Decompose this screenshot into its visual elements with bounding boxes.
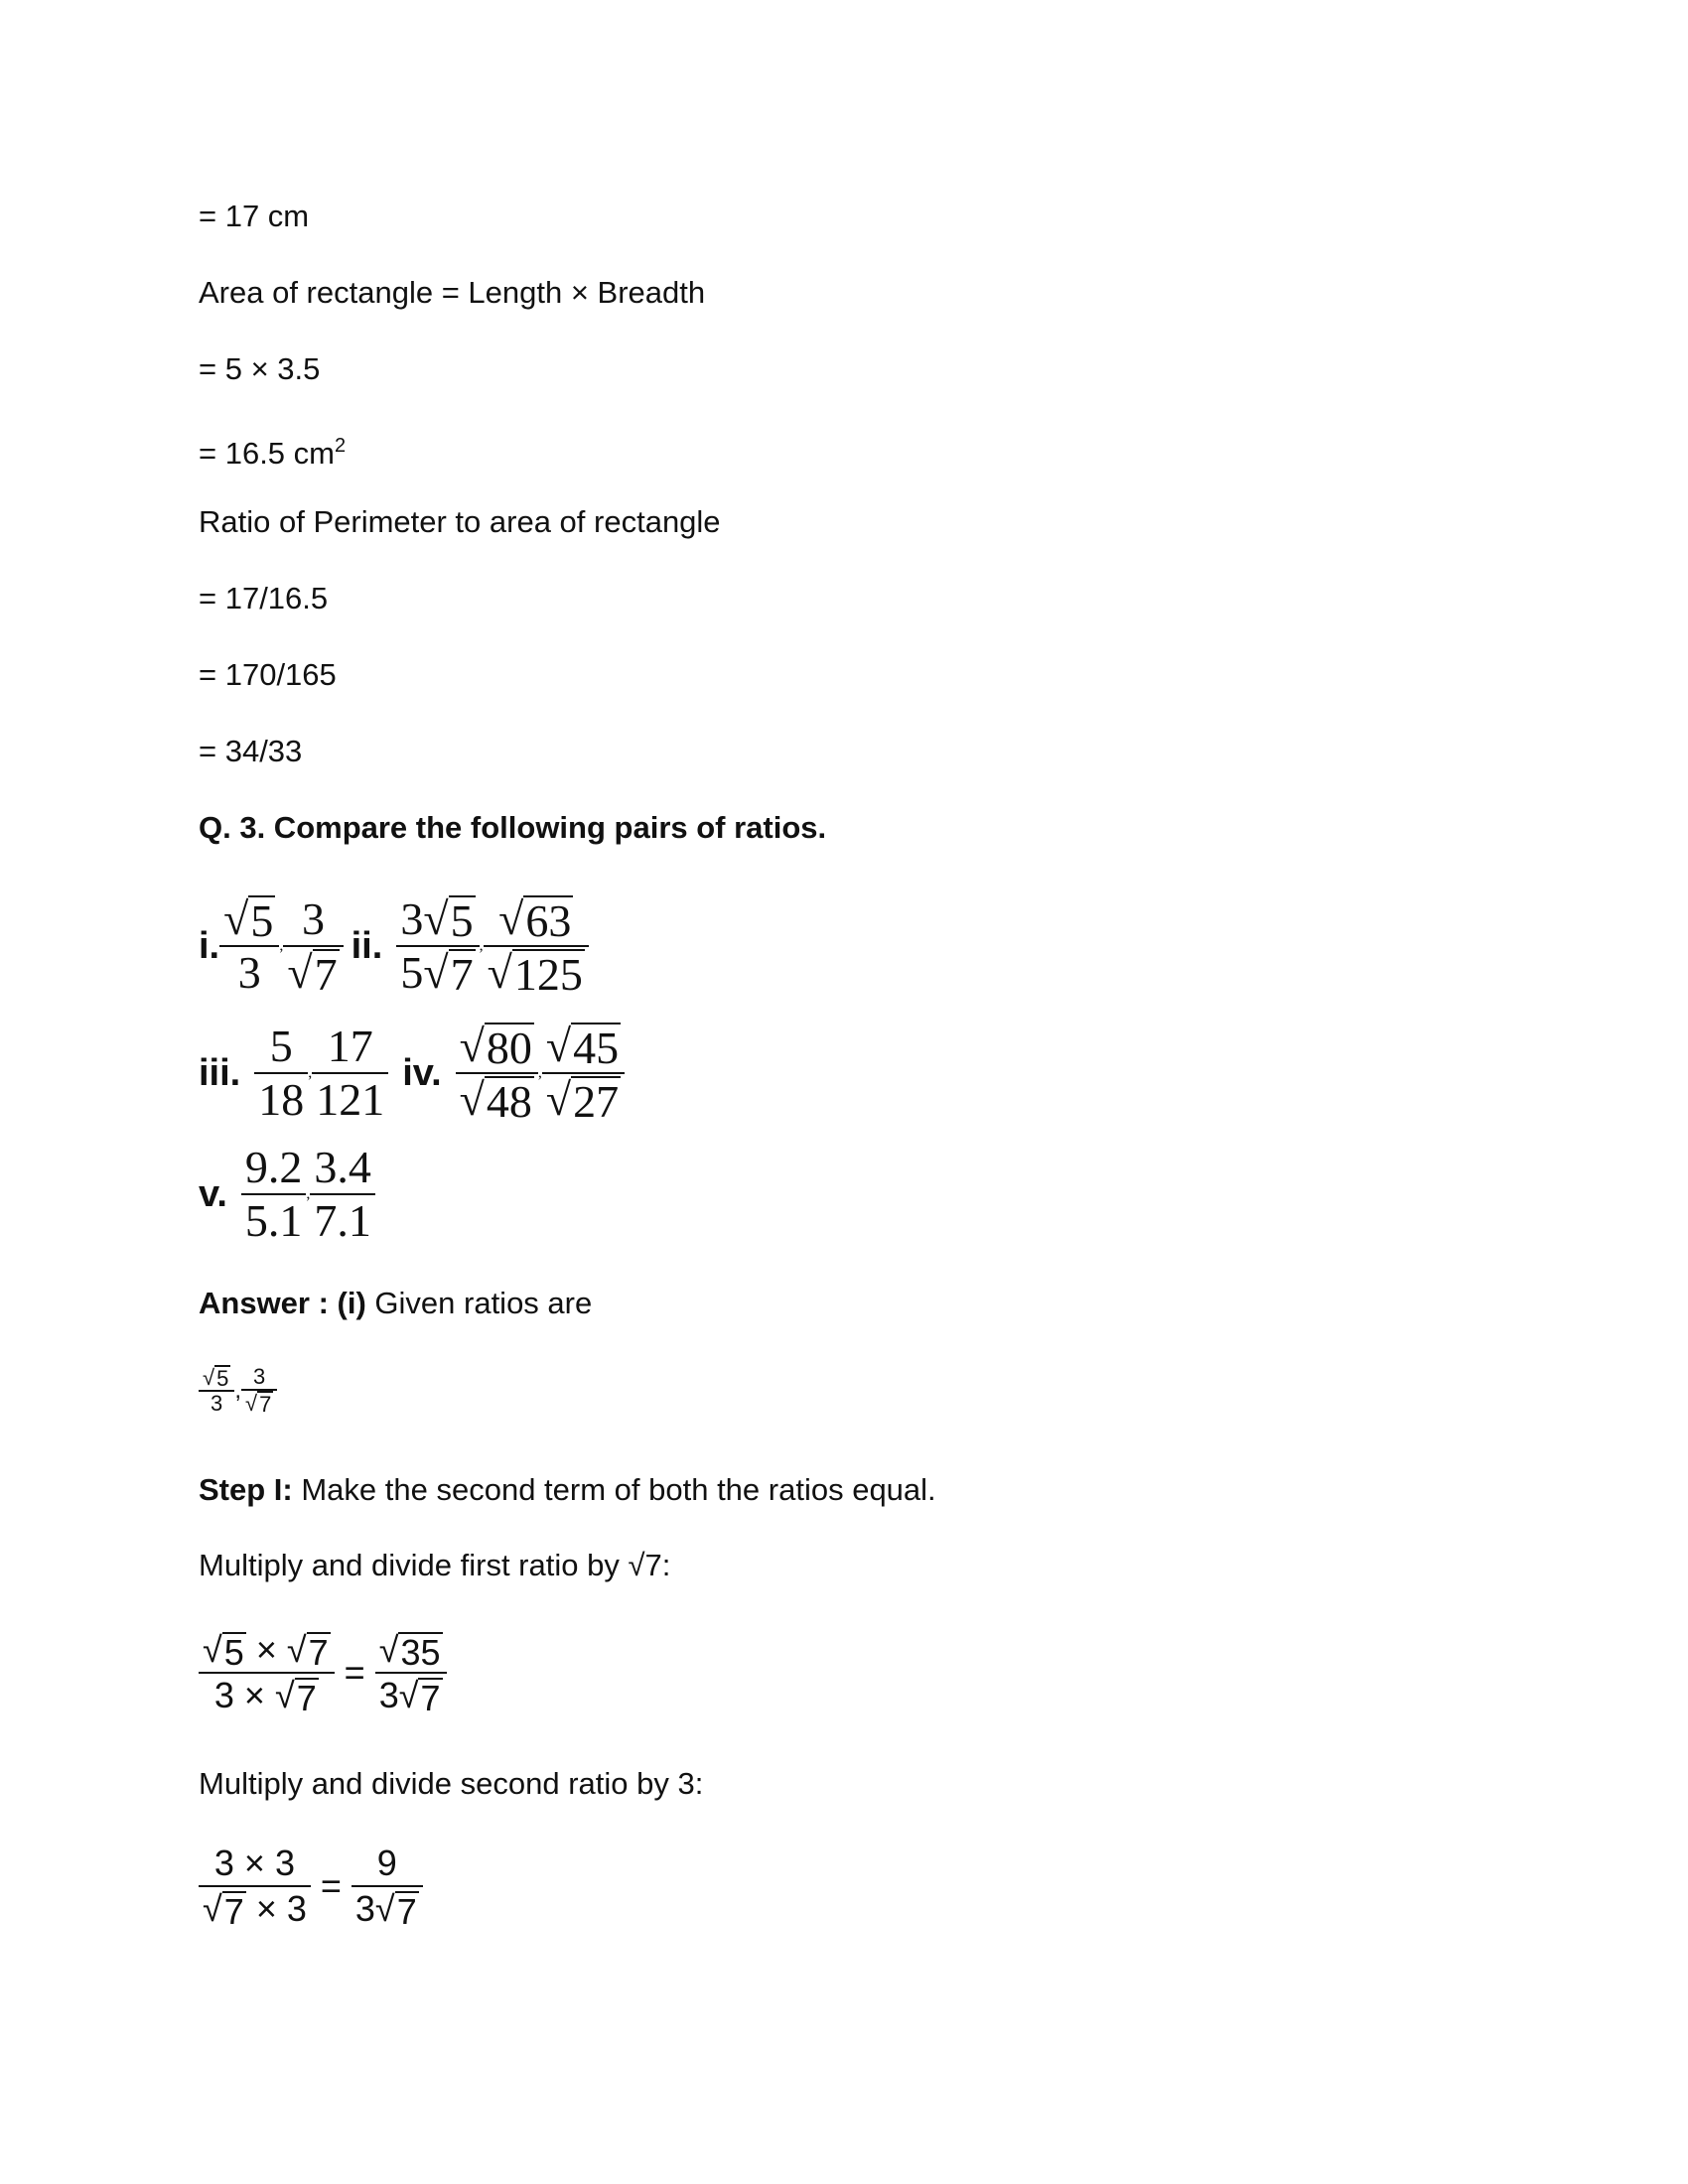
coefficient: 3 — [213, 1675, 234, 1715]
fraction — [241, 1365, 277, 1416]
ratios-row-3 — [199, 1142, 375, 1247]
comma: , — [537, 1064, 542, 1081]
coefficient: 5 — [400, 947, 424, 998]
text-line: = 34/33 — [199, 734, 303, 768]
denominator: 3 — [237, 947, 261, 998]
answer-label: Answer : (i) — [199, 1286, 366, 1320]
fraction — [375, 1628, 447, 1717]
comma: , — [234, 1376, 241, 1404]
text-line: = 5 × 3.5 — [199, 351, 321, 386]
comma: , — [306, 1185, 311, 1202]
radical-sign: √ — [423, 947, 449, 998]
text-line: = 170/165 — [199, 657, 337, 692]
radical-sign: √ — [545, 1074, 572, 1125]
radicand: 5 — [450, 894, 474, 946]
radicand: 7 — [314, 948, 338, 1000]
fraction — [396, 893, 479, 999]
denominator: 121 — [316, 1074, 385, 1125]
radicand: 45 — [573, 1022, 620, 1073]
radicand: 35 — [400, 1632, 441, 1674]
equation-1 — [199, 1628, 447, 1717]
denominator: 7.1 — [314, 1195, 371, 1246]
radical-sign: √ — [203, 1629, 222, 1670]
fraction — [219, 893, 279, 999]
denominator-tail: × 3 — [255, 1888, 307, 1929]
radicand: 48 — [486, 1075, 532, 1127]
text-line: Area of rectangle = Length × Breadth — [199, 275, 706, 310]
radicand: 125 — [513, 948, 583, 1000]
radicand: 80 — [486, 1022, 532, 1073]
equals-sign: = — [320, 1865, 342, 1906]
radical-sign: √ — [545, 1021, 572, 1071]
radicand: 5 — [223, 1632, 244, 1674]
label-i: i. — [199, 924, 220, 967]
radicand: 7 — [308, 1632, 329, 1674]
fraction — [542, 1021, 625, 1126]
radical-sign: √ — [203, 1888, 222, 1929]
numerator: 5 — [269, 1021, 293, 1071]
radicand: 7 — [223, 1891, 244, 1933]
text-line — [199, 426, 346, 474]
label-ii: ii. — [351, 924, 383, 967]
superscript: 2 — [335, 435, 347, 457]
coefficient: 3 — [354, 1888, 375, 1929]
question-heading: Q. 3. Compare the following pairs of ratios. — [199, 810, 827, 845]
given-ratios — [199, 1365, 277, 1416]
radicand: 5 — [216, 1366, 229, 1391]
radical-sign: √ — [203, 1365, 215, 1391]
radical-sign: √ — [459, 1074, 485, 1125]
text-line: Multiply and divide second ratio by 3: — [199, 1766, 704, 1801]
step-label: Step I: — [199, 1472, 293, 1507]
fraction — [283, 893, 343, 999]
area-value: = 16.5 cm — [199, 436, 335, 471]
equation-2 — [199, 1842, 423, 1931]
equals-sign: = — [344, 1652, 365, 1693]
label-iii: iii. — [199, 1051, 241, 1094]
step-line — [199, 1470, 936, 1510]
radical-sign: √ — [459, 1021, 485, 1071]
denominator: 18 — [258, 1074, 305, 1125]
radicand: 5 — [250, 894, 274, 946]
comma: , — [279, 937, 284, 954]
numerator: 3 × 3 — [213, 1843, 295, 1883]
fraction — [456, 1021, 538, 1126]
text-line: = 17 cm — [199, 199, 310, 233]
label-v: v. — [199, 1172, 227, 1215]
answer-line — [199, 1284, 592, 1323]
fraction — [312, 1021, 388, 1126]
comma: , — [308, 1064, 313, 1081]
text-line: Ratio of Perimeter to area of rectangle — [199, 504, 721, 539]
fraction — [199, 1842, 311, 1931]
radicand: 63 — [525, 894, 572, 946]
numerator: 3 — [302, 893, 325, 944]
radical-sign: √ — [223, 893, 249, 944]
radical-sign: √ — [398, 1675, 419, 1715]
coefficient: 3 — [400, 893, 424, 944]
radical-sign: √ — [274, 1675, 295, 1715]
denominator: 3 — [211, 1391, 223, 1417]
numerator: 17 — [327, 1021, 373, 1071]
answer-text: Given ratios are — [365, 1286, 593, 1320]
denominator: 5.1 — [244, 1195, 303, 1246]
fraction — [254, 1021, 308, 1126]
numerator: 3 — [253, 1364, 266, 1389]
fraction — [199, 1365, 234, 1416]
radical-sign: √ — [378, 1629, 399, 1670]
radicand: 7 — [296, 1678, 317, 1719]
radical-sign: √ — [374, 1888, 395, 1929]
radical-sign: √ — [423, 893, 449, 944]
label-iv: iv. — [402, 1051, 442, 1094]
radical-sign: √ — [487, 947, 512, 998]
times-sign: × — [255, 1629, 277, 1670]
radicand: 7 — [420, 1678, 441, 1719]
fraction — [199, 1628, 335, 1717]
radicand: 7 — [450, 948, 474, 1000]
radicand: 7 — [396, 1891, 417, 1933]
radical-sign: √ — [245, 1391, 258, 1417]
numerator: 3.4 — [314, 1142, 371, 1192]
radical-sign: √ — [498, 893, 524, 944]
step-text: Make the second term of both the ratios equal. — [292, 1472, 936, 1507]
fraction — [352, 1842, 423, 1931]
times-sign: × — [243, 1675, 265, 1715]
ratios-row-2 — [199, 1021, 625, 1126]
radical-sign: √ — [286, 1629, 307, 1670]
radical-sign: √ — [287, 947, 313, 998]
radicand: 27 — [573, 1075, 620, 1127]
fraction — [241, 1142, 307, 1247]
numerator: 9 — [376, 1843, 397, 1883]
fraction — [484, 893, 589, 999]
text-line: Multiply and divide first ratio by √7: — [199, 1548, 671, 1582]
fraction — [310, 1142, 375, 1247]
ratios-row-1 — [199, 893, 589, 999]
numerator: 9.2 — [244, 1142, 303, 1192]
text-line: = 17/16.5 — [199, 581, 329, 615]
radicand: 7 — [259, 1392, 272, 1417]
coefficient: 3 — [378, 1675, 399, 1715]
comma: , — [479, 937, 484, 954]
